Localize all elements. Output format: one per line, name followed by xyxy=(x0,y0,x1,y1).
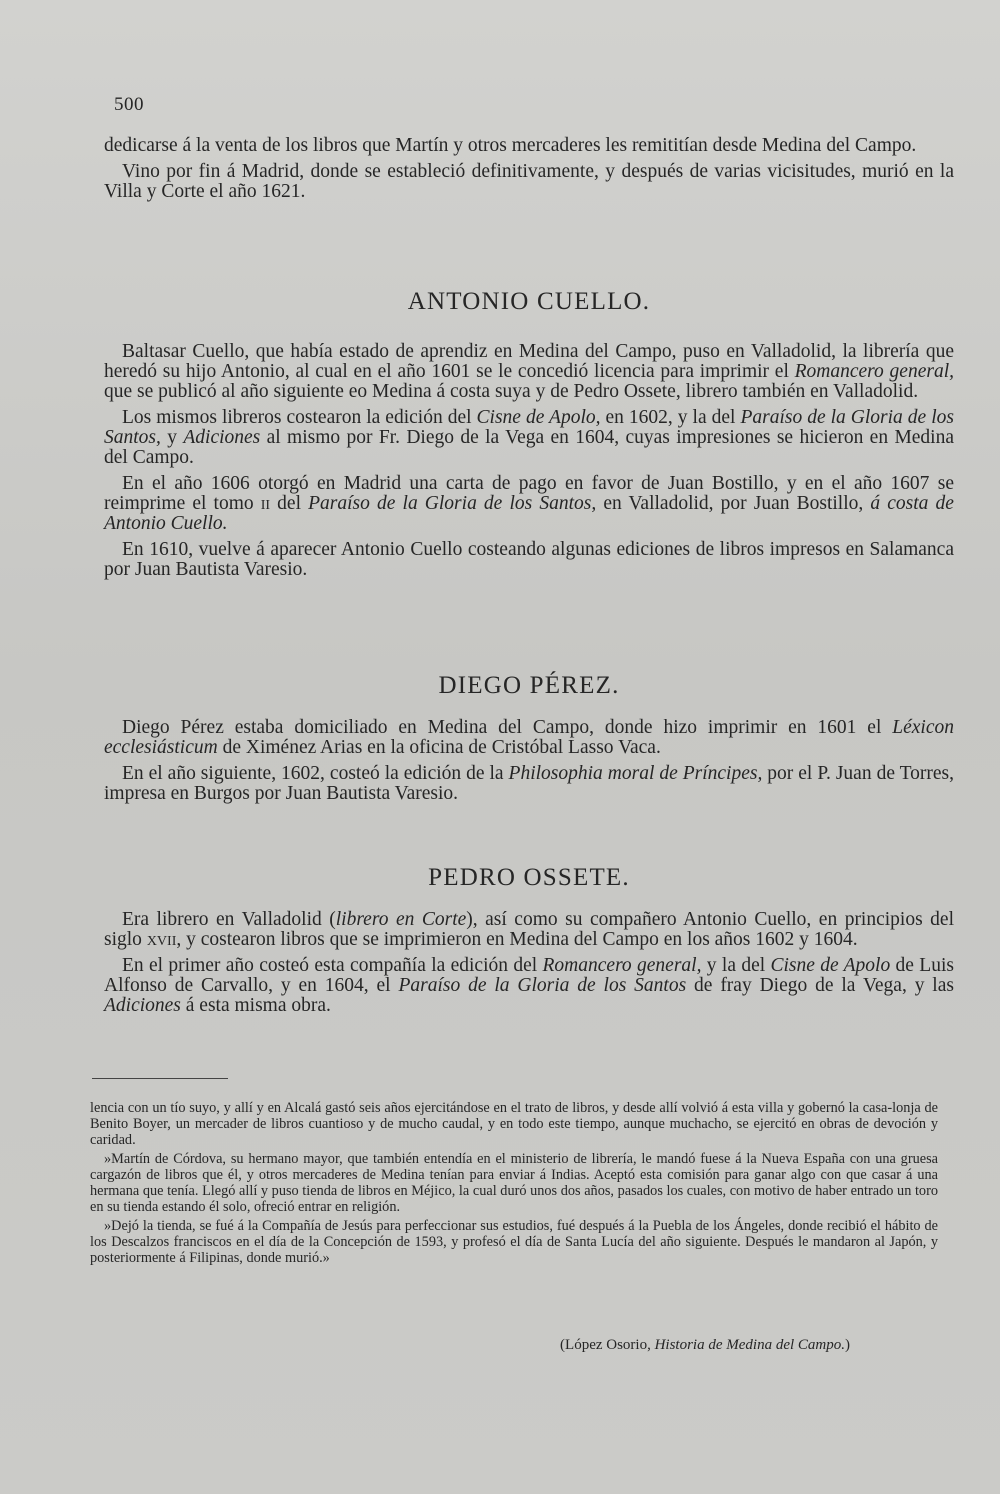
diego-perez-text xyxy=(104,718,954,804)
footnote-divider xyxy=(92,1078,228,1079)
pedro-ossete-paragraph-1: Era librero en Valladolid (librero en Corte), así como su compañero Antonio Cuello, en principios del siglo xvii, y costearon libros que se imprimieron en Medina del Campo en los años 1602 y 1604. xyxy=(104,909,955,950)
antonio-cuello-paragraph-3: En el año 1606 otorgó en Madrid una carta de pago en favor de Juan Bostillo, y en el año 1607 se reimprime el tomo ii del Paraíso de la Gloria de los Santos, en Valladolid, por Juan Bostillo, á costa de Antonio Cuello. xyxy=(104,473,954,534)
footnote-paragraph-1: lencia con un tío suyo, y allí y en Alcalá gastó seis años ejercitándose en el trato de libros, y desde allí volvió á esta villa y gobernó la casa-lonja de Benito Boyer, un mercader de libros cuantioso y de mucho caudal, y en todo este tiempo, aunque muchacho, se ejercitó en obras de devoción y caridad. xyxy=(90,1100,938,1148)
diego-perez-paragraph-2: En el año siguiente, 1602, costeó la edición de la Philosophia moral de Príncipes, por el P. Juan de Torres, impresa en Burgos por Juan Bautista Varesio. xyxy=(104,763,954,804)
footnotes xyxy=(90,1100,938,1266)
opening-text xyxy=(104,136,954,202)
footnote-paragraph-2: »Martín de Córdova, su hermano mayor, que también entendía en el ministerio de librería, le mandó fuese á la Nueva España con una gruesa cargazón de libros que él, y otros mercaderes de Medina tenían para enviar á Indias. Aceptó esta comisión para ganar algo con que casar á una hermana que tenía. Llegó allí y puso tienda de libros en Méjico, la cual duró unos dos años, pasados los cuales, con motivo de haber entrado un toro en su tienda estando él solo, ofreció entrar en religión. xyxy=(90,1151,938,1215)
diego-perez-paragraph-1: Diego Pérez estaba domiciliado en Medina del Campo, donde hizo imprimir en 1601 el Léxicon ecclesiásticum de Ximénez Arias en la oficina de Cristóbal Lasso Vaca. xyxy=(104,717,954,758)
antonio-cuello-text xyxy=(104,342,954,580)
section-heading-antonio-cuello: ANTONIO CUELLO. xyxy=(407,288,651,315)
opening-paragraph-1: dedicarse á la venta de los libros que Martín y otros mercaderes les remititían desde Medina del Campo. xyxy=(104,135,917,156)
section-heading-diego-perez: DIEGO PÉREZ. xyxy=(438,672,620,699)
opening-paragraph-2: Vino por fin á Madrid, donde se estableció definitivamente, y después de varias vicisitudes, murió en la Villa y Corte el año 1621. xyxy=(104,161,954,202)
antonio-cuello-paragraph-4: En 1610, vuelve á aparecer Antonio Cuello costeando algunas ediciones de libros impresos en Salamanca por Juan Bautista Varesio. xyxy=(104,539,954,580)
pedro-ossete-paragraph-2: En el primer año costeó esta compañía la edición del Romancero general, y la del Cisne de Apolo de Luis Alfonso de Carvallo, y en 1604, el Paraíso de la Gloria de los Santos de fray Diego de la Vega, y las Adiciones á esta misma obra. xyxy=(104,955,954,1016)
page-number: 500 xyxy=(114,94,144,115)
footnote-citation: (López Osorio, Historia de Medina del Campo.) xyxy=(560,1337,850,1353)
pedro-ossete-text xyxy=(104,910,954,1016)
section-heading-pedro-ossete: PEDRO OSSETE. xyxy=(428,864,630,891)
antonio-cuello-paragraph-2: Los mismos libreros costearon la edición del Cisne de Apolo, en 1602, y la del Paraíso de la Gloria de los Santos, y Adiciones al mismo por Fr. Diego de la Vega en 1604, cuyas impresiones se hicieron en Medina del Campo. xyxy=(104,407,955,468)
antonio-cuello-paragraph-1: Baltasar Cuello, que había estado de aprendiz en Medina del Campo, puso en Valladolid, la librería que heredó su hijo Antonio, al cual en el año 1601 se le concedió licencia para imprimir el Romancero general, que se publicó al año siguiente eo Medina á costa suya y de Pedro Ossete, librero también en Valladolid. xyxy=(104,341,954,402)
footnote-paragraph-3: »Dejó la tienda, se fué á la Compañía de Jesús para perfeccionar sus estudios, fué después á la Puebla de los Ángeles, donde recibió el hábito de los Descalzos franciscos en el día de la Concepción de 1593, y profesó el día de Santa Lucía del año siguiente. Después le mandaron al Japón, y posteriormente á Filipinas, donde murió.» xyxy=(90,1218,938,1266)
